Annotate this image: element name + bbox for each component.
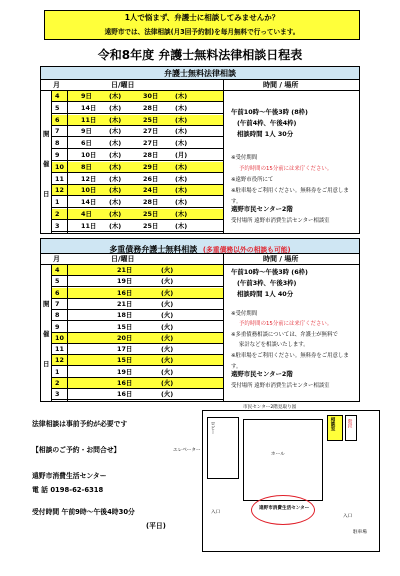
col-time: 時間 / 場所 [263, 81, 299, 89]
cell-month: 12 [55, 356, 64, 365]
footer-reservation-note: 法律相談は事前予約が必要です [32, 420, 128, 428]
cell-w1: (木) [109, 127, 122, 136]
cell-d1: 12日 [81, 174, 97, 183]
cell-w1: (木) [109, 174, 122, 183]
section-1-header: 弁護士無料法律相談 [41, 67, 359, 80]
col-date: 日/曜日 [111, 255, 135, 263]
s1-time-2: (午前4枠、午後4枠) [237, 119, 297, 127]
schedule-row [51, 185, 223, 196]
cell-w1: (木) [109, 92, 122, 100]
cell-month: 6 [55, 288, 60, 297]
map-label-h: 階段 [347, 419, 352, 429]
footer-center-name: 遠野市消費生活センター [32, 472, 107, 480]
cell-w1: (木) [109, 139, 122, 148]
cell-month: 6 [55, 115, 60, 124]
s2-place: 遠野市民センター2階 [231, 370, 293, 378]
cell-d: 15日 [117, 356, 133, 365]
cell-d1: 10日 [81, 186, 97, 195]
cell-d2: 30日 [143, 92, 159, 100]
s2-note-4: ※駐車場をご利用ください。無料券をご用意します。 [231, 353, 349, 370]
s1-time-3: 相談時間 1人 30分 [237, 130, 294, 138]
intro-banner [44, 10, 360, 40]
cell-month: 3 [55, 390, 60, 399]
cell-w2: (木) [175, 127, 188, 136]
schedule-row [51, 310, 223, 321]
s1-note-3: ※駐車場をご利用ください。無料券をご用意します。 [231, 188, 349, 205]
cell-w: (火) [161, 367, 174, 376]
floor-map [173, 405, 380, 552]
cell-month: 8 [55, 311, 60, 320]
cell-d: 16日 [117, 379, 133, 387]
schedule-row [51, 344, 223, 355]
cell-d: 19日 [117, 277, 133, 286]
schedule-row [51, 103, 223, 114]
cell-w1: (木) [109, 186, 122, 195]
section-1-column-headers [41, 80, 359, 91]
schedule-row [51, 197, 223, 208]
cell-month: 9 [55, 151, 60, 159]
cell-month: 11 [55, 174, 64, 183]
cell-w2: (木) [175, 115, 188, 124]
s1-note-2: ※遠野市役所にて [231, 177, 274, 183]
cell-d: 21日 [117, 266, 133, 274]
schedule-row [51, 333, 223, 344]
cell-w2: (木) [175, 198, 188, 207]
s2-time-1: 午前10時～午後3時 (6枠) [231, 268, 308, 276]
cell-w: (火) [161, 277, 174, 286]
s1-note-1: ※受付期間 [231, 155, 258, 161]
cell-d2: 25日 [143, 210, 159, 218]
section-2-title: 多重債務弁護士無料相談 [109, 245, 198, 254]
cell-d1: 11日 [81, 221, 97, 230]
cell-month: 1 [55, 198, 60, 207]
cell-w2: (木) [175, 174, 188, 183]
cell-d1: 10日 [81, 151, 97, 159]
cell-w2: (木) [175, 186, 188, 195]
section-2-side-label: 開 催 日 [43, 300, 50, 368]
cell-w: (火) [161, 379, 174, 387]
cell-month: 10 [55, 333, 64, 342]
cell-d2: 24日 [143, 186, 159, 195]
s2-note-red: 予約時間の15分前には来庁ください。 [239, 321, 333, 327]
cell-w: (火) [161, 288, 174, 297]
cell-month: 12 [55, 186, 64, 195]
schedule-row [51, 221, 223, 232]
schedule-row [51, 265, 223, 276]
cell-month: 2 [55, 210, 60, 218]
cell-d1: 6日 [81, 139, 92, 148]
cell-w: (火) [161, 322, 174, 331]
cell-month: 4 [55, 266, 60, 274]
map-label-a: 相談室 [330, 417, 335, 431]
cell-w2: (木) [175, 162, 188, 171]
section-2-column-headers [41, 254, 359, 265]
cell-w: (火) [161, 299, 174, 308]
section-2-header [41, 239, 359, 254]
cell-w1: (木) [109, 103, 122, 112]
cell-month: 5 [55, 277, 60, 286]
cell-w: (火) [161, 390, 174, 399]
schedule-row [51, 138, 223, 149]
cell-d2: 25日 [143, 115, 159, 124]
cell-month: 10 [55, 162, 64, 171]
banner-line-2: 遠野市では、法律相談(月3回予約制)を毎月無料で行っています。 [104, 28, 300, 36]
cell-d: 19日 [117, 367, 133, 376]
section-1-side-label: 開 催 日 [43, 130, 50, 198]
cell-d: 20日 [117, 333, 133, 342]
cell-month: 7 [55, 127, 60, 136]
cell-w2: (木) [175, 92, 188, 100]
cell-w: (火) [161, 266, 174, 274]
schedule-row [51, 174, 223, 185]
section-1-frame [40, 66, 360, 234]
cell-d2: 27日 [143, 127, 159, 136]
map-label-f: 入口 [211, 510, 221, 515]
cell-w2: (木) [175, 103, 188, 112]
cell-month: 4 [55, 92, 60, 100]
map-label-e: 遠野市消費生活センター [259, 506, 310, 511]
cell-w: (火) [161, 311, 174, 320]
cell-w: (火) [161, 345, 174, 354]
map-title: 市民センター2階見取り図 [243, 405, 297, 410]
s2-time-3: 相談時間 1人 40分 [237, 290, 294, 298]
cell-w1: (木) [109, 162, 122, 171]
cell-d: 21日 [117, 299, 133, 308]
cell-d: 16日 [117, 390, 133, 399]
cell-w2: (木) [175, 210, 188, 218]
s1-note-red: 予約時間の15分前には来庁ください。 [239, 166, 333, 172]
footer-hours: 受付時間 午前9時～午後4時30分 [32, 508, 135, 516]
schedule-row [51, 288, 223, 299]
cell-d1: 9日 [81, 92, 92, 100]
cell-w1: (木) [109, 210, 122, 218]
map-label-c: ロビー [210, 421, 215, 435]
cell-d2: 28日 [143, 198, 159, 207]
s1-place: 遠野市民センター2階 [231, 205, 293, 213]
schedule-row [51, 209, 223, 220]
map-label-b: ホール [271, 452, 285, 457]
cell-d1: 11日 [81, 115, 97, 124]
cell-d1: 8日 [81, 162, 92, 171]
s2-note-1: ※受付期間 [231, 311, 258, 317]
schedule-row [51, 126, 223, 137]
cell-month: 7 [55, 299, 60, 308]
schedule-row [51, 162, 223, 173]
cell-d: 18日 [117, 311, 133, 320]
cell-d2: 26日 [143, 174, 159, 183]
s2-time-2: (午前3枠、午後3枠) [237, 279, 297, 287]
schedule-row [51, 91, 223, 102]
cell-month: 3 [55, 221, 60, 230]
cell-w: (火) [161, 356, 174, 365]
cell-w1: (木) [109, 115, 122, 124]
page-title: 令和8年度 弁護士無料法律相談日程表 [97, 48, 303, 62]
schedule-row [51, 367, 223, 378]
s2-note-3: 家計などを相談いたします。 [239, 342, 309, 348]
cell-d: 15日 [117, 322, 133, 331]
cell-d1: 9日 [81, 127, 92, 136]
cell-d1: 14日 [81, 103, 97, 112]
col-time: 時間 / 場所 [263, 255, 299, 263]
col-month: 月 [53, 81, 60, 89]
schedule-row [51, 355, 223, 366]
cell-month: 9 [55, 322, 60, 331]
schedule-row [51, 150, 223, 161]
cell-d2: 29日 [143, 162, 159, 171]
cell-w2: (月) [175, 151, 188, 159]
cell-d1: 14日 [81, 198, 97, 207]
footer-phone: 電 話 0198-62-6318 [32, 486, 104, 494]
banner-line-1: 1人で悩まず、弁護士に相談してみませんか？ [124, 13, 280, 22]
cell-d: 16日 [117, 288, 133, 297]
schedule-row [51, 378, 223, 389]
section-2-frame [40, 238, 360, 402]
footer-contact-heading: 【相談のご予約・お問合せ】 [32, 446, 121, 454]
cell-month: 2 [55, 379, 60, 387]
s2-note-2: ※多重債務相談については、弁護士が無料で [231, 332, 338, 338]
cell-d2: 25日 [143, 221, 159, 230]
cell-d2: 28日 [143, 151, 159, 159]
map-label-g: 入口 [343, 514, 353, 519]
cell-w1: (木) [109, 198, 122, 207]
col-month: 月 [53, 255, 60, 263]
cell-w2: (木) [175, 221, 188, 230]
cell-w1: (木) [109, 221, 122, 230]
cell-month: 8 [55, 139, 60, 148]
cell-d2: 27日 [143, 139, 159, 148]
cell-d1: 4日 [81, 210, 92, 218]
map-label-i: 駐車場 [353, 530, 367, 535]
schedule-row [51, 276, 223, 287]
schedule-row [51, 115, 223, 126]
s2-desk: 受付場所 遠野市消費生活センター相談室 [231, 383, 330, 389]
section-2-note: (多重債務以外の相談も可能) [202, 246, 291, 254]
s1-desk: 受付場所 遠野市消費生活センター相談室 [231, 218, 330, 224]
s1-time-1: 午前10時～午後3時 (8枠) [231, 108, 308, 116]
schedule-row [51, 389, 223, 400]
cell-d: 17日 [117, 345, 133, 354]
footer-weekdays: (平日) [146, 522, 166, 530]
map-label-d: エレベーター [173, 448, 201, 453]
cell-month: 1 [55, 367, 60, 376]
schedule-row [51, 299, 223, 310]
cell-w: (火) [161, 333, 174, 342]
schedule-row [51, 322, 223, 333]
cell-w1: (木) [109, 151, 122, 159]
cell-month: 5 [55, 103, 60, 112]
col-date: 日/曜日 [111, 81, 135, 89]
cell-w2: (木) [175, 139, 188, 148]
cell-d2: 28日 [143, 103, 159, 112]
cell-month: 11 [55, 345, 64, 354]
